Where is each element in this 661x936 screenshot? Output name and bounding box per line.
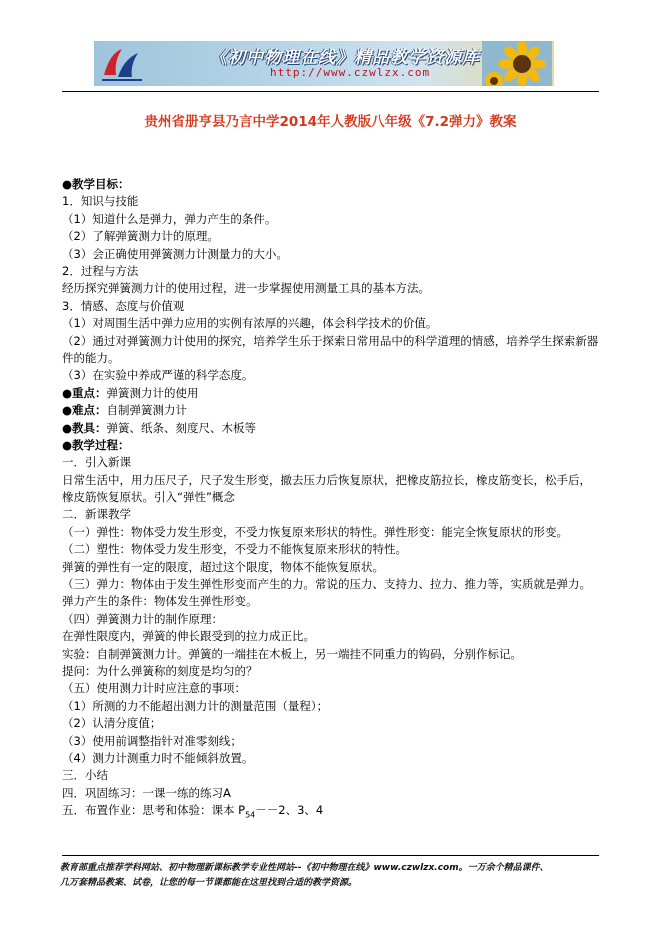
text-line: 弹簧的弹性有一定的限度，超过这个限度，物体不能恢复原状。 xyxy=(62,559,384,574)
footer-line: 教育部重点推荐学科网站、初中物理新课标教学专业性网站--《初中物理在线》www.czwlzx.com。一万余个精品课件、 xyxy=(60,863,549,873)
text-paragraph: 日常生活中，用力压尺子，尺子发生形变，撤去压力后恢复原状，把橡皮筋拉长，橡皮筋变长，松手后，橡皮筋恢复原状。引入“弹性”概念 xyxy=(62,472,591,505)
text-line: 三．小结 xyxy=(62,768,108,783)
difficulty-text: 自制弹簧测力计 xyxy=(106,403,188,418)
header-banner xyxy=(94,41,554,86)
banner-title: 《初中物理在线》精品教学资源库 xyxy=(210,48,480,68)
process-heading: ●教学过程： xyxy=(62,437,130,452)
goals-heading: ●教学目标： xyxy=(62,177,130,191)
text-line: （1）所测的力不能超出测力计的测量范围（量程）； xyxy=(62,698,329,713)
text-line: （四）弹簧测力计的制作原理： xyxy=(62,611,223,626)
text-line: 实验：自制弹簧测力计。弹簧的一端挂在木板上，另一端挂不同重力的钩码，分别作标记。 xyxy=(62,646,522,661)
banner-url[interactable]: http://www.czwlzx.com xyxy=(270,66,431,79)
text-line: （2）了解弹簧测力计的原理。 xyxy=(62,229,219,244)
text-line: 经历探究弹簧测力计的使用过程，进一步掌握使用测量工具的基本方法。 xyxy=(62,281,430,296)
difficulty-heading: ●难点： xyxy=(62,403,107,418)
text-line: 一．引入新课 xyxy=(62,455,131,470)
text-line: （五）使用测力计时应注意的事项： xyxy=(62,681,246,696)
text-line: （1）对周围生活中弹力应用的实例有浓厚的兴趣，体会科学技术的价值。 xyxy=(62,316,438,331)
footer-line: 几万套精品教案、试卷，让您的每一节课都能在这里找到合适的教学资源。 xyxy=(60,878,358,888)
text-line: 3．情感、态度与价值观 xyxy=(62,298,185,313)
homework-exercises: －－2、3、4 xyxy=(255,803,324,818)
header-rule xyxy=(62,91,599,92)
text-line: 二．新课教学 xyxy=(62,507,131,522)
text-line: 1．知识与技能 xyxy=(62,194,139,209)
text-line: （3）在实验中养成严谨的科学态度。 xyxy=(62,368,254,383)
tools-text: 弹簧、纸条、刻度尺、木板等 xyxy=(106,420,257,435)
key-point-line xyxy=(62,385,602,402)
text-line: 提问：为什么弹簧称的刻度是均匀的？ xyxy=(62,664,258,678)
text-line: （3）会正确使用弹簧测力计测量力的大小。 xyxy=(62,246,288,261)
tools-line xyxy=(62,420,602,437)
text-line: （4）测力计测重力时不能倾斜放置。 xyxy=(62,750,254,765)
tools-heading: ●教具： xyxy=(62,420,107,435)
text-line: 2．过程与方法 xyxy=(62,263,139,278)
text-line: （二）塑性：物体受力发生形变，不受力不能恢复原来形状的特性。 xyxy=(62,542,407,557)
text-line: 四．巩固练习：一课一练的练习A xyxy=(62,785,231,800)
text-line: 在弹性限度内，弹簧的伸长跟受到的拉力成正比。 xyxy=(62,629,315,644)
text-line: （3）使用前调整指针对准零刻线； xyxy=(62,733,242,748)
text-line: （三）弹力：物体由于发生弹性形变而产生的力。常说的压力、支持力、拉力、推力等，实质就是弹力。 xyxy=(62,577,591,592)
footer-rule xyxy=(62,855,599,856)
sunflower-icon xyxy=(482,41,552,86)
key-point-heading: ●重点： xyxy=(62,385,107,400)
site-logo-icon xyxy=(100,45,144,83)
page-footer xyxy=(60,861,605,891)
lesson-plan-body xyxy=(62,176,602,820)
difficulty-line xyxy=(62,402,602,419)
key-point-text: 弹簧测力计的使用 xyxy=(106,385,199,400)
text-line: 弹力产生的条件：物体发生弹性形变。 xyxy=(62,594,258,609)
text-line: （一）弹性：物体受力发生形变，不受力恢复原来形状的特性。弹性形变：能完全恢复原状的形变。 xyxy=(62,524,568,539)
page-number: 54 xyxy=(245,810,256,820)
document-title: 贵州省册亨县乃言中学2014年人教版八年级《7.2弹力》教案 xyxy=(144,114,517,130)
text-paragraph: （2）通过对弹簧测力计使用的探究，培养学生乐于探索日常用品中的科学道理的情感，培养学生探索新器件的能力。 xyxy=(62,333,599,365)
text-line: （2）认清分度值； xyxy=(62,716,162,731)
homework-text: 五．布置作业：思考和体验：课本 P xyxy=(62,803,246,818)
homework-line xyxy=(62,802,602,819)
text-line: （1）知道什么是弹力，弹力产生的条件。 xyxy=(62,211,277,226)
